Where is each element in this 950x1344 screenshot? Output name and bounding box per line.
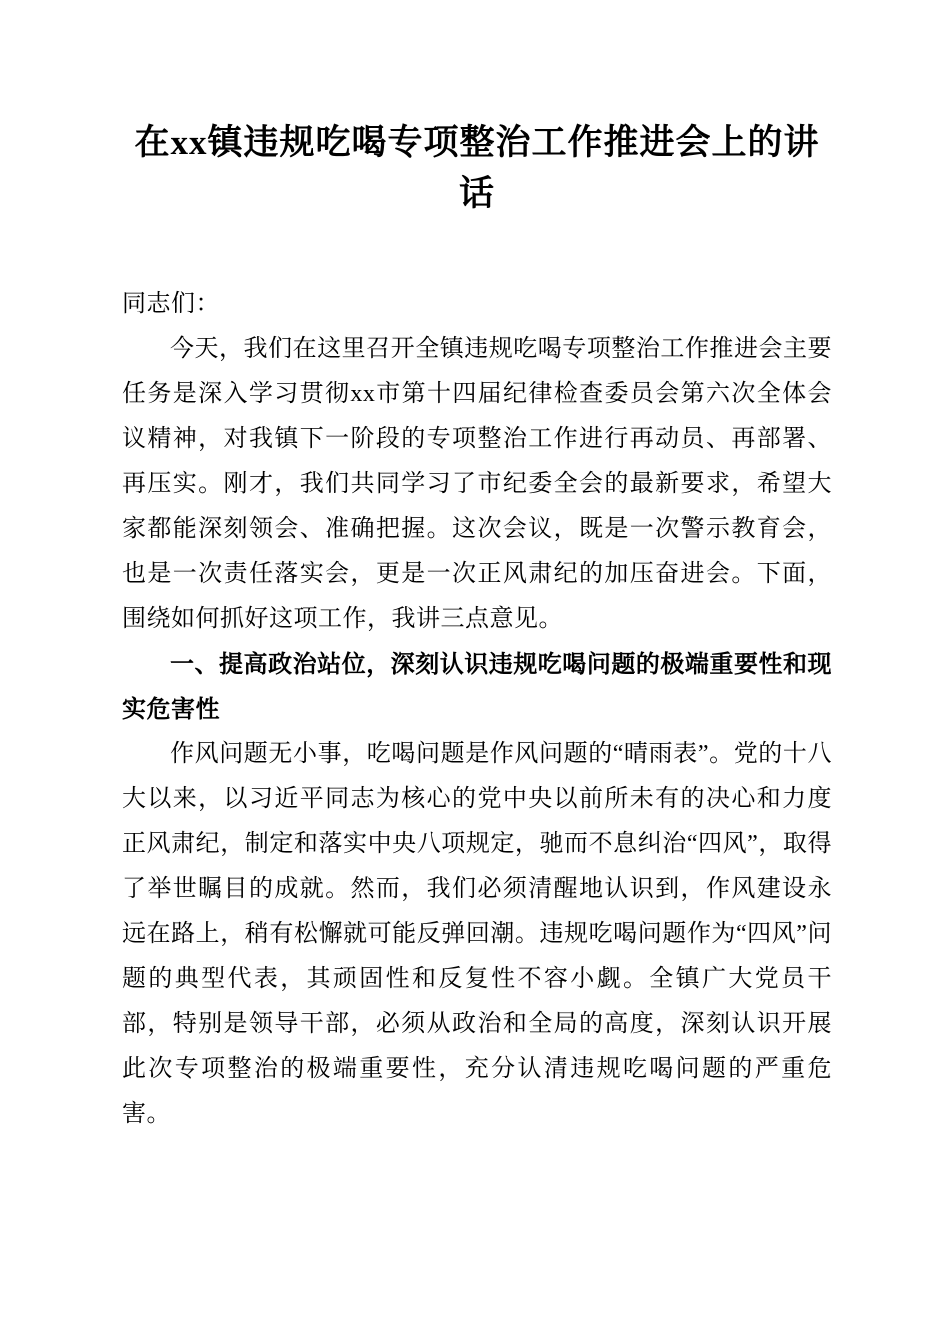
salutation-paragraph: 同志们： <box>122 290 220 317</box>
document-title <box>122 118 832 220</box>
document-body <box>122 282 832 1137</box>
intro-paragraph: 今天，我们在这里召开全镇违规吃喝专项整治工作推进会主要任务是深入学习贯彻xx市第十四届纪律检查委员会第六次全体会议精神，对我镇下一阶段的专项整治工作进行再动员、再部署、再压实。刚才，我们共同学习了市纪委全会的最新要求，希望大家都能深刻领会、准确把握。这次会议，既是一次警示教育会，也是一次责任落实会，更是一次正风肃纪的加压奋进会。下面，围绕如何抓好这项工作，我讲三点意见。 <box>122 335 832 632</box>
section-1-paragraph: 作风问题无小事，吃喝问题是作风问题的“晴雨表”。党的十八大以来，以习近平同志为核心的党中央以前所未有的决心和力度正风肃纪，制定和落实中央八项规定，驰而不息纠治“四风”，取得了举世瞩目的成就。然而，我们必须清醒地认识到，作风建设永远在路上，稍有松懈就可能反弹回潮。违规吃喝问题作为“四风”问题的典型代表，其顽固性和反复性不容小觑。全镇广大党员干部，特别是领导干部，必须从政治和全局的高度，深刻认识开展此次专项整治的极端重要性，充分认清违规吃喝问题的严重危害。 <box>122 740 832 1127</box>
section-heading-1: 一、提高政治站位，深刻认识违规吃喝问题的极端重要性和现实危害性 <box>122 650 832 723</box>
document-title-text: 在xx镇违规吃喝专项整治工作推进会上的讲话 <box>134 123 820 213</box>
